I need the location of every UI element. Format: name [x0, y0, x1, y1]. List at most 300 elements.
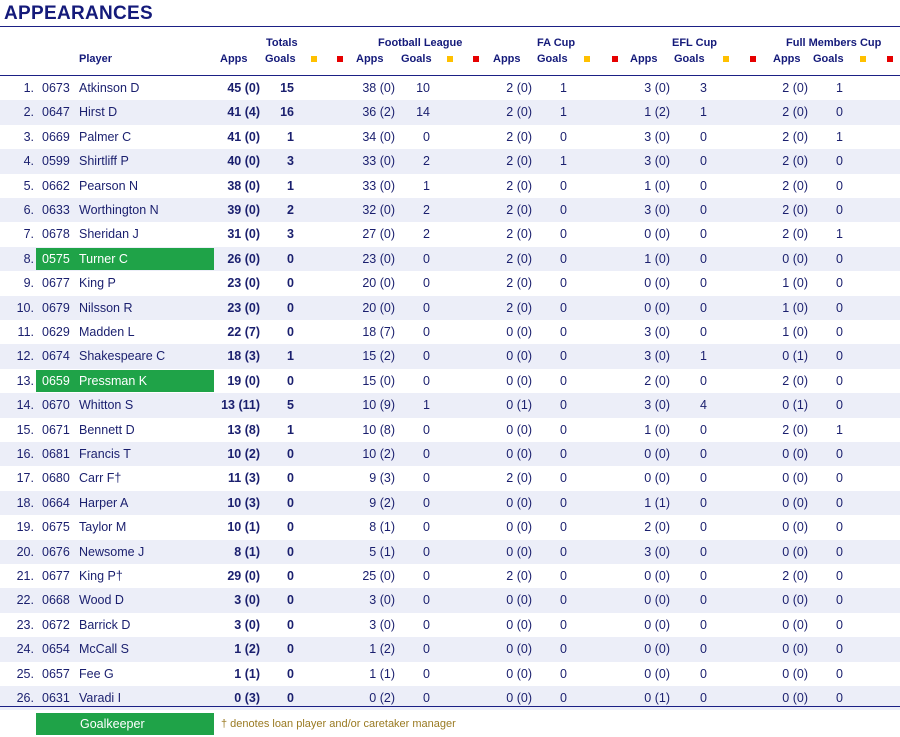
table-row — [0, 222, 900, 246]
cell-efl-apps: 3 (0) — [644, 325, 670, 339]
cell-efl-goals: 0 — [700, 300, 707, 315]
cell-fl-goals: 0 — [423, 300, 430, 315]
cell-fm-goals: 0 — [836, 154, 843, 169]
cell-fm-goals: 1 — [836, 129, 843, 144]
cell-efl-apps: 0 (0) — [644, 471, 670, 486]
goalkeeper-legend-label: Goalkeeper — [80, 717, 145, 731]
header-fl-apps: Apps — [356, 53, 384, 65]
cell-name: Shirtliff P — [79, 154, 129, 169]
cell-tot-apps: 19 (0) — [227, 373, 260, 388]
cell-fl-apps: 33 (0) — [362, 178, 395, 193]
cell-efl-goals: 1 — [700, 105, 707, 120]
cell-num: 0668 — [42, 593, 70, 608]
cell-num: 0671 — [42, 422, 70, 437]
cell-tot-apps: 1 (1) — [234, 666, 260, 681]
header-full-members-cup: Full Members Cup — [786, 37, 882, 49]
cell-fl-apps: 10 (2) — [362, 447, 395, 461]
cell-tot-goals: 0 — [287, 544, 294, 559]
table-row — [0, 125, 900, 149]
yellow-card-icon — [447, 56, 453, 62]
cell-tot-goals: 0 — [287, 300, 294, 315]
cell-fl-goals: 0 — [423, 373, 430, 388]
cell-num: 0670 — [42, 398, 70, 413]
cell-fa-apps: 0 (0) — [506, 617, 532, 632]
cell-efl-apps: 3 (0) — [644, 544, 670, 559]
table-row — [0, 637, 900, 661]
cell-num: 0659 — [42, 373, 70, 388]
cell-efl-goals: 0 — [700, 129, 707, 144]
cell-efl-apps: 1 (0) — [644, 422, 670, 437]
cell-tot-goals: 3 — [287, 154, 294, 169]
cell-idx: 1. — [23, 81, 34, 95]
table-row — [0, 247, 900, 271]
cell-tot-goals: 0 — [287, 471, 294, 486]
header-totals-apps: Apps — [220, 53, 248, 65]
cell-fm-apps: 0 (1) — [782, 398, 808, 413]
cell-efl-goals: 1 — [700, 349, 707, 364]
cell-name: Pearson N — [79, 178, 139, 193]
cell-tot-goals: 0 — [287, 691, 294, 705]
cell-fa-goals: 0 — [560, 569, 567, 583]
cell-fl-apps: 1 (2) — [369, 642, 395, 657]
cell-fa-apps: 2 (0) — [506, 154, 532, 169]
cell-tot-apps: 11 (3) — [228, 471, 260, 486]
cell-name: Turner C — [79, 251, 128, 266]
cell-fa-goals: 0 — [560, 447, 567, 461]
loan-note: † denotes loan player and/or caretaker manager — [221, 718, 456, 730]
cell-num: 0664 — [42, 495, 70, 510]
yellow-card-icon — [311, 56, 317, 62]
red-card-icon — [337, 56, 343, 62]
cell-efl-goals: 0 — [700, 154, 707, 169]
cell-fm-apps: 1 (0) — [782, 300, 808, 315]
cell-fm-goals: 1 — [836, 422, 843, 437]
cell-efl-goals: 0 — [700, 373, 707, 388]
cell-efl-goals: 0 — [700, 593, 707, 608]
cell-tot-goals: 1 — [287, 349, 294, 364]
table-row — [0, 662, 900, 686]
cell-efl-goals: 0 — [700, 422, 707, 437]
cell-num: 0673 — [42, 81, 70, 95]
cell-fm-goals: 1 — [836, 227, 843, 242]
cell-fl-goals: 0 — [423, 422, 430, 437]
cell-fa-goals: 0 — [560, 129, 567, 144]
cell-fm-apps: 2 (0) — [782, 569, 808, 583]
cell-name: Varadi I — [79, 691, 122, 705]
cell-tot-goals: 0 — [287, 276, 294, 291]
cell-fa-goals: 0 — [560, 617, 567, 632]
cell-efl-apps: 3 (0) — [644, 349, 670, 364]
cell-fl-goals: 2 — [423, 227, 430, 242]
cell-tot-apps: 26 (0) — [227, 251, 260, 266]
cell-num: 0680 — [42, 471, 70, 486]
cell-tot-goals: 0 — [287, 642, 294, 657]
cell-efl-goals: 0 — [700, 617, 707, 632]
header-fa-goals: Goals — [537, 53, 568, 65]
table-row — [0, 100, 900, 124]
cell-tot-apps: 23 (0) — [227, 276, 260, 291]
cell-fl-apps: 9 (3) — [369, 471, 395, 486]
cell-fl-apps: 9 (2) — [369, 495, 395, 510]
cell-fl-goals: 0 — [423, 129, 430, 144]
cell-efl-apps: 0 (0) — [644, 276, 670, 291]
cell-fa-goals: 0 — [560, 373, 567, 388]
cell-fl-goals: 0 — [423, 447, 430, 461]
cell-fm-goals: 0 — [836, 495, 843, 510]
cell-tot-goals: 16 — [280, 105, 294, 120]
cell-efl-goals: 3 — [700, 81, 707, 95]
cell-idx: 3. — [23, 129, 34, 144]
cell-num: 0633 — [42, 203, 70, 217]
cell-fa-apps: 0 (0) — [506, 642, 532, 657]
cell-fm-goals: 0 — [836, 617, 843, 632]
cell-idx: 18. — [16, 495, 34, 510]
cell-fm-apps: 2 (0) — [782, 203, 808, 217]
cell-fa-apps: 2 (0) — [506, 569, 532, 583]
cell-name: Worthington N — [79, 203, 159, 217]
cell-idx: 15. — [16, 422, 34, 437]
bottom-rule — [0, 706, 900, 707]
cell-fa-goals: 0 — [560, 251, 567, 266]
cell-efl-goals: 0 — [700, 691, 707, 705]
cell-fa-apps: 0 (0) — [506, 495, 532, 510]
cell-fa-goals: 0 — [560, 178, 567, 193]
cell-fl-apps: 0 (2) — [369, 691, 395, 705]
cell-fl-apps: 27 (0) — [362, 227, 395, 242]
cell-fm-goals: 0 — [836, 642, 843, 657]
table-row — [0, 174, 900, 198]
cell-fm-goals: 0 — [836, 593, 843, 608]
cell-name: Hirst D — [79, 105, 118, 120]
cell-efl-apps: 2 (0) — [644, 373, 670, 388]
cell-fl-apps: 32 (0) — [362, 203, 395, 217]
header-efl-cup: EFL Cup — [672, 37, 718, 49]
cell-efl-goals: 0 — [700, 276, 707, 291]
cell-name: Sheridan J — [79, 227, 139, 242]
cell-name: Pressman K — [79, 373, 148, 388]
cell-tot-goals: 0 — [287, 569, 294, 583]
cell-tot-goals: 0 — [287, 666, 294, 681]
table-row — [0, 588, 900, 612]
cell-fm-goals: 0 — [836, 544, 843, 559]
yellow-card-icon — [723, 56, 729, 62]
cell-efl-apps: 0 (0) — [644, 617, 670, 632]
cell-fl-apps: 5 (1) — [369, 544, 395, 559]
cell-fl-apps: 20 (0) — [362, 300, 395, 315]
cell-fa-apps: 0 (0) — [506, 325, 532, 339]
header-fm-goals: Goals — [813, 53, 844, 65]
cell-tot-goals: 0 — [287, 593, 294, 608]
cell-fl-goals: 0 — [423, 251, 430, 266]
cell-fm-apps: 0 (0) — [782, 471, 808, 486]
cell-fa-goals: 1 — [560, 154, 567, 169]
table-row — [0, 564, 900, 588]
cell-fl-apps: 20 (0) — [362, 276, 395, 291]
cell-fm-goals: 0 — [836, 105, 843, 120]
cell-fm-goals: 0 — [836, 691, 843, 705]
cell-fa-goals: 0 — [560, 642, 567, 657]
cell-fm-apps: 0 (0) — [782, 495, 808, 510]
cell-tot-goals: 0 — [287, 495, 294, 510]
cell-name: Atkinson D — [79, 81, 140, 95]
cell-fm-apps: 0 (0) — [782, 642, 808, 657]
cell-tot-apps: 41 (0) — [227, 129, 260, 144]
table-row — [0, 466, 900, 490]
cell-idx: 11. — [17, 325, 34, 339]
cell-idx: 22. — [16, 593, 34, 608]
yellow-card-icon — [584, 56, 590, 62]
cell-idx: 6. — [23, 203, 34, 217]
cell-num: 0631 — [42, 691, 70, 705]
cell-name: King P — [79, 276, 116, 291]
cell-fl-apps: 25 (0) — [362, 569, 395, 583]
cell-tot-goals: 0 — [287, 251, 294, 266]
cell-tot-goals: 0 — [287, 325, 294, 339]
cell-fl-apps: 38 (0) — [362, 81, 395, 95]
cell-num: 0679 — [42, 300, 70, 315]
cell-fm-apps: 0 (0) — [782, 666, 808, 681]
cell-fl-goals: 2 — [423, 203, 430, 217]
cell-num: 0677 — [42, 276, 70, 291]
cell-fm-goals: 1 — [836, 81, 843, 95]
cell-fl-goals: 0 — [423, 544, 430, 559]
cell-tot-goals: 1 — [287, 129, 294, 144]
cell-fm-goals: 0 — [836, 569, 843, 583]
cell-tot-goals: 1 — [287, 178, 294, 193]
table-row — [0, 296, 900, 320]
cell-fa-apps: 2 (0) — [506, 178, 532, 193]
cell-num: 0669 — [42, 129, 70, 144]
cell-efl-goals: 0 — [700, 544, 707, 559]
cell-tot-goals: 3 — [287, 227, 294, 242]
header-fm-apps: Apps — [773, 53, 801, 65]
cell-fm-apps: 0 (0) — [782, 691, 808, 705]
cell-fl-goals: 0 — [423, 276, 430, 291]
header-efl-apps: Apps — [630, 53, 658, 65]
cell-fm-goals: 0 — [836, 447, 843, 461]
cell-name: Wood D — [79, 593, 124, 608]
cell-idx: 23. — [16, 617, 34, 632]
cell-fa-goals: 0 — [560, 422, 567, 437]
cell-tot-apps: 8 (1) — [234, 544, 260, 559]
cell-fa-goals: 0 — [560, 325, 567, 339]
cell-num: 0647 — [42, 105, 70, 120]
cell-fa-apps: 0 (0) — [506, 422, 532, 437]
cell-efl-apps: 0 (0) — [644, 227, 670, 242]
header-fa-apps: Apps — [493, 53, 521, 65]
cell-num: 0654 — [42, 642, 70, 657]
cell-fa-goals: 0 — [560, 349, 567, 364]
cell-efl-goals: 0 — [700, 520, 707, 535]
cell-fm-apps: 1 (0) — [782, 325, 808, 339]
cell-idx: 20. — [16, 544, 34, 559]
red-card-icon — [750, 56, 756, 62]
cell-num: 0676 — [42, 544, 70, 559]
cell-tot-goals: 0 — [287, 520, 294, 535]
cell-fm-apps: 0 (0) — [782, 251, 808, 266]
cell-fl-goals: 2 — [423, 154, 430, 169]
cell-tot-apps: 45 (0) — [227, 81, 260, 95]
cell-idx: 12. — [16, 349, 34, 364]
cell-fl-apps: 23 (0) — [362, 251, 395, 266]
cell-efl-goals: 0 — [700, 325, 707, 339]
cell-fl-apps: 36 (2) — [362, 105, 395, 120]
cell-idx: 4. — [23, 154, 34, 169]
cell-efl-goals: 4 — [700, 398, 707, 413]
cell-fl-goals: 0 — [423, 666, 430, 681]
cell-tot-goals: 1 — [287, 422, 294, 437]
cell-fm-apps: 2 (0) — [782, 422, 808, 437]
cell-idx: 10. — [16, 300, 34, 315]
cell-fm-apps: 2 (0) — [782, 227, 808, 242]
cell-fa-apps: 2 (0) — [506, 471, 532, 486]
cell-fm-apps: 0 (0) — [782, 520, 808, 535]
table-row — [0, 540, 900, 564]
table-row — [0, 418, 900, 442]
cell-name: Whitton S — [79, 398, 134, 413]
cell-num: 0657 — [42, 666, 70, 681]
cell-fl-goals: 1 — [423, 178, 430, 193]
cell-idx: 24. — [16, 642, 34, 657]
cell-idx: 7. — [23, 227, 34, 242]
cell-tot-apps: 10 (3) — [227, 495, 260, 510]
red-card-icon — [473, 56, 479, 62]
cell-efl-apps: 3 (0) — [644, 203, 670, 217]
cell-idx: 5. — [23, 178, 34, 193]
yellow-card-icon — [860, 56, 866, 62]
cell-name: Fee G — [79, 666, 114, 681]
cell-fa-goals: 0 — [560, 666, 567, 681]
cell-fl-apps: 8 (1) — [369, 520, 395, 535]
cell-tot-apps: 40 (0) — [227, 154, 260, 169]
cell-fl-goals: 0 — [423, 691, 430, 705]
cell-fm-goals: 0 — [836, 251, 843, 266]
cell-fl-goals: 10 — [416, 81, 430, 95]
cell-fl-goals: 0 — [423, 471, 430, 486]
cell-idx: 2. — [23, 105, 34, 120]
cell-efl-apps: 0 (0) — [644, 666, 670, 681]
cell-name: Francis T — [79, 447, 131, 461]
cell-tot-apps: 18 (3) — [227, 349, 260, 364]
cell-fa-goals: 0 — [560, 691, 567, 705]
cell-fm-goals: 0 — [836, 178, 843, 193]
cell-fm-apps: 0 (0) — [782, 447, 808, 461]
cell-efl-goals: 0 — [700, 495, 707, 510]
cell-tot-apps: 3 (0) — [234, 593, 260, 608]
cell-name: King P† — [79, 569, 123, 583]
cell-fm-apps: 2 (0) — [782, 154, 808, 169]
table-row — [0, 369, 900, 393]
cell-fa-apps: 2 (0) — [506, 227, 532, 242]
cell-tot-goals: 0 — [287, 373, 294, 388]
cell-fm-goals: 0 — [836, 203, 843, 217]
cell-fa-apps: 0 (0) — [506, 666, 532, 681]
cell-efl-apps: 0 (0) — [644, 569, 670, 583]
cell-tot-apps: 13 (11) — [221, 398, 260, 413]
cell-tot-apps: 23 (0) — [227, 300, 260, 315]
top-rule — [0, 26, 900, 27]
table-row — [0, 344, 900, 368]
cell-efl-goals: 0 — [700, 251, 707, 266]
cell-fa-goals: 0 — [560, 471, 567, 486]
cell-efl-apps: 1 (0) — [644, 178, 670, 193]
cell-fa-apps: 2 (0) — [506, 203, 532, 217]
cell-efl-goals: 0 — [700, 227, 707, 242]
cell-fm-goals: 0 — [836, 398, 843, 413]
table-row — [0, 198, 900, 222]
cell-name: Bennett D — [79, 422, 135, 437]
cell-fm-apps: 2 (0) — [782, 178, 808, 193]
cell-efl-apps: 0 (0) — [644, 642, 670, 657]
cell-efl-apps: 0 (1) — [644, 691, 670, 705]
cell-idx: 8. — [23, 251, 34, 266]
cell-efl-goals: 0 — [700, 471, 707, 486]
cell-efl-apps: 1 (0) — [644, 251, 670, 266]
cell-fa-goals: 0 — [560, 300, 567, 315]
cell-efl-goals: 0 — [700, 203, 707, 217]
header-efl-goals: Goals — [674, 53, 705, 65]
cell-name: Madden L — [79, 325, 135, 339]
table-row — [0, 76, 900, 100]
cell-efl-apps: 3 (0) — [644, 154, 670, 169]
cell-name: Nilsson R — [79, 300, 133, 315]
cell-fl-apps: 10 (9) — [362, 398, 395, 413]
cell-fa-apps: 2 (0) — [506, 81, 532, 95]
header-fa-cup: FA Cup — [537, 37, 576, 49]
cell-efl-goals: 0 — [700, 642, 707, 657]
cell-fm-goals: 0 — [836, 520, 843, 535]
cell-fa-goals: 1 — [560, 105, 567, 120]
cell-efl-goals: 0 — [700, 666, 707, 681]
cell-fm-apps: 2 (0) — [782, 105, 808, 120]
cell-fa-apps: 0 (0) — [506, 691, 532, 705]
cell-fm-apps: 1 (0) — [782, 276, 808, 291]
cell-efl-goals: 0 — [700, 447, 707, 461]
cell-idx: 21. — [16, 569, 34, 583]
cell-fa-apps: 0 (0) — [506, 593, 532, 608]
cell-tot-apps: 29 (0) — [227, 569, 260, 583]
cell-tot-apps: 22 (7) — [227, 325, 260, 339]
cell-fl-goals: 0 — [423, 569, 430, 583]
cell-fa-apps: 2 (0) — [506, 300, 532, 315]
cell-idx: 14. — [16, 398, 34, 413]
cell-fa-apps: 2 (0) — [506, 251, 532, 266]
cell-tot-goals: 2 — [287, 203, 294, 217]
cell-num: 0672 — [42, 617, 70, 632]
cell-fa-apps: 2 (0) — [506, 276, 532, 291]
cell-fl-goals: 1 — [423, 398, 430, 413]
cell-num: 0678 — [42, 227, 70, 242]
table-row — [0, 491, 900, 515]
cell-fl-apps: 10 (8) — [362, 422, 395, 437]
cell-fa-goals: 0 — [560, 227, 567, 242]
cell-fl-apps: 15 (2) — [362, 349, 395, 364]
cell-fa-apps: 0 (0) — [506, 520, 532, 535]
cell-fa-goals: 0 — [560, 520, 567, 535]
cell-fm-goals: 0 — [836, 373, 843, 388]
goalkeeper-legend — [36, 713, 214, 735]
cell-fm-apps: 2 (0) — [782, 81, 808, 95]
cell-fm-apps: 0 (0) — [782, 544, 808, 559]
cell-fl-goals: 14 — [416, 105, 430, 120]
cell-fa-apps: 2 (0) — [506, 129, 532, 144]
cell-efl-apps: 1 (1) — [644, 495, 670, 510]
cell-fl-apps: 3 (0) — [369, 593, 395, 608]
cell-tot-apps: 13 (8) — [227, 422, 260, 437]
table-row — [0, 320, 900, 344]
cell-efl-apps: 0 (0) — [644, 593, 670, 608]
cell-name: McCall S — [79, 642, 130, 657]
